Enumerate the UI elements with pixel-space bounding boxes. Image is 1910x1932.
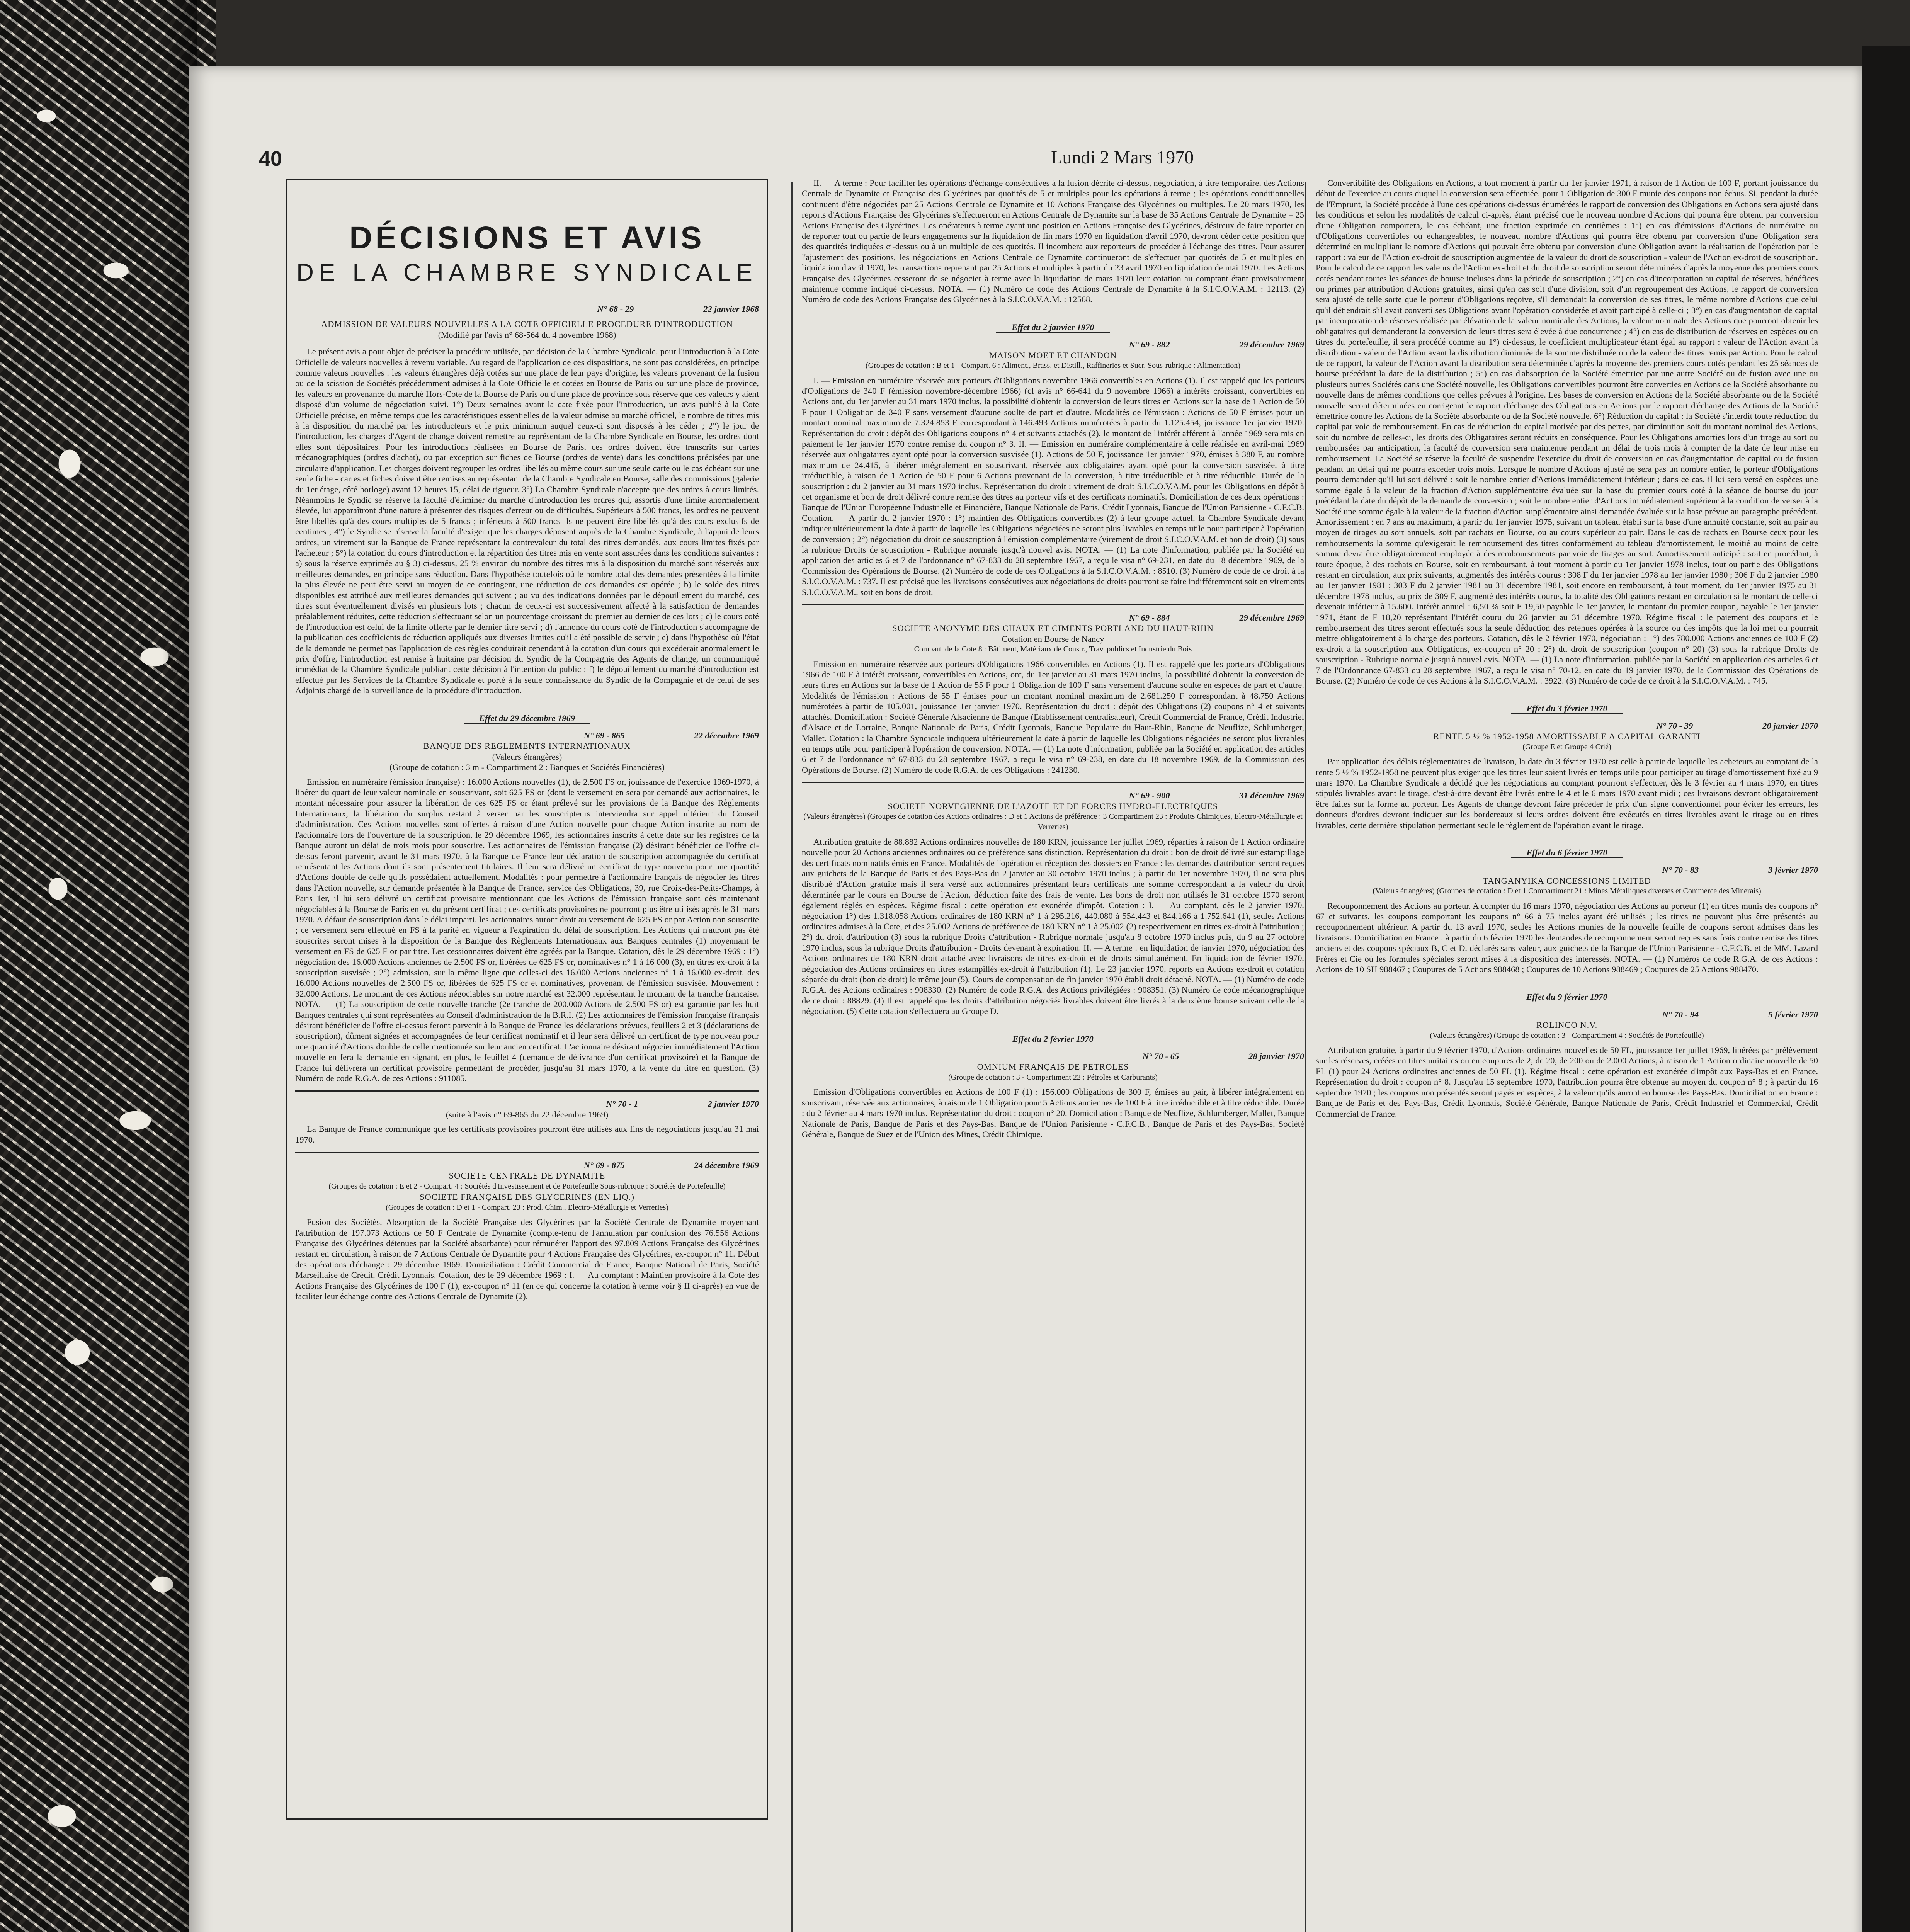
notice-body: Fusion des Sociétés. Absorption de la Société Française des Glycérines par la Société Centrale de Dynamite moyennant l'attribution de 197.073 Actions de 50 F Centrale de Dynamite (compte-tenu de l'annulation par confusion des 76.556 Actions Française des Glycérines détenues par la Société absorbante) pour rémunérer l'apport des 97.809 Actions Française des Glycérines restant en circulation, à raison de 7 Actions Centrale de Dynamite pour 4 Actions Française des Glycérines, ex-coupon n° 11. Début des opérations d'échange : 29 décembre 1969. Domiciliation : Crédit Commercial de France, Banque National de Paris, Société Marseillaise de Crédit, Crédit Lyonnais. Cotation, dès le 29 décembre 1969 : I. — Au comptant : Maintien provisoire à la Cote des Actions Française des Glycérines de 100 F (1), ex-coupon n° 11 (en ce qui concerne la cotation à terme voir § II ci-après) en vue de faciliter leur échange contre des Actions Centrale de Dynamite (2). bbox=[295, 1217, 759, 1301]
page-date: Lundi 2 Mars 1970 bbox=[1051, 147, 1194, 168]
effective-date-heading: Effet du 29 décembre 1969 bbox=[295, 713, 759, 723]
notice-subtitle: Cotation en Bourse de Nancy bbox=[1002, 634, 1104, 644]
notice-body: Le présent avis a pour objet de préciser la procédure utilisée, par décision de la Chambre Syndicale, pour l'introduction à la Cote Officielle de valeurs nouvelles à revenu variable. Au regard de l'application de ces dispositions, ne sont pas considérées, en principe comme valeurs nouvelles : les valeurs étrangères déjà cotées sur une place de leur pays d'origine, les valeurs provenant de la fusion ou de la scission de Sociétés précédemment admises à la Cote Officielle et cotées en Bourse de Paris ou sur une place de province, les valeurs en provenance du marché Hors-Cote de la Bourse de Paris ou d'une place de province sous réserve que ces valeurs y aient disposé d'un volume de négociation suivi. 1°) Deux semaines avant la date fixée pour l'introduction, un avis publié à la Cote Officielle précise, en même temps que les caractéristiques essentielles de la valeur admise au marché officiel, le nombre de titres mis à la disposition du marché par les introducteurs et le prix minimum auquel ceux-ci sont disposés à les céder ; 2°) le jour de l'introduction, les charges d'Agent de change doivent remettre au représentant de la Chambre Syndicale en Bourse, les ordres dont elles sont dépositaires. Pour les introductions réalisées en Bourse de Paris, ces ordres doivent être transcrits sur cartes mécanographiques (ordres d'achat), ou par exception sur fiches de Bourse (ordres de vente) dans les conditions précisées par une circulaire d'application. Les charges doivent regrouper les ordres libellés au même cours sur une seule carte ou le cas échéant sur une seule fiche - cartes et fiches doivent être remises au représentant de la Chambre Syndicale en Bourse, salle des commissions (galerie du 1er étage, côté horloge) avant 12 heures 15, délai de rigueur. 3°) La Chambre Syndicale n'accepte que des ordres à cours limités. Néanmoins le Syndic se réserve la faculté d'éliminer du marché d'introduction les ordres qui, assortis d'une limite anormalement élevée, lui apparaîtront d'une nature à présenter des risques d'erreur ou de difficultés. Supérieurs à 500 francs, les ordres ne peuvent être libellés qu'à des cours multiples de 5 francs ; inférieurs à 500 francs ils ne peuvent être libellés qu'à des cours exclusifs de centimes ; 4°) le Syndic se réserve la faculté d'exiger que les charges déposent auprès de la Chambre Syndicale, à l'appui de leurs ordres, un virement sur la Banque de France représentant la contrevaleur du total des titres demandés, aux cours limites fixés par l'acheteur ; 5°) la cotation du cours d'introduction et la répartition des titres mis en vente sont assurées dans les conditions suivantes : a) sous la réserve exprimée au § 3) ci-dessus, 25 % environ du nombre des titres mis à la disposition du marché sont réservés aux meilleures demandes, en principe sans réduction. Dans l'hypothèse toutefois où le nombre total des demandes présentées à la limite la plus élevée ne peut être servi au moyen de ce contingent, une réduction de ces demandes est opérée ; b) le solde des titres disponibles est attribué aux meilleures demandes qui suivent ; au vu des indications données par le dépouillement du marché, ces titres sont éventuellement divisés en plusieurs lots ; chacun de ceux-ci est successivement affecté à la satisfaction de demandes préalablement réduites, cette réduction s'effectuant selon un pourcentage croissant du premier au dernier de ces lots ; c) le cours coté de l'introduction est celui de la limite offerte par le dernier titre servi ; d) l'annonce du cours coté de l'introduction s'accompagne de la publication des coefficients de réduction appliqués aux diverses limites qu'il a été possible de servir ; e) dans l'hypothèse où l'état de la demande ne permet pas l'application de ces règles conduirait cependant à la cotation d'un cours qui excéderait anormalement le prix d'offre, l'introduction est remise à huitaine par décision du Syndic de la Compagnie des Agents de change, un communiqué immédiat de la Chambre Syndicale publiant cette décision à l'intention du public ; f) le dépouillement du marché d'introduction est effectué par les Services de la Chambre Syndicale et porté à la seule connaissance du Syndic de la Compagnie et de celui de ses Adjoints chargé de la surveillance de la procédure d'introduction. bbox=[295, 347, 759, 696]
notice-date: 22 janvier 1968 bbox=[703, 304, 759, 314]
notice-header bbox=[295, 730, 759, 741]
notice-number: N° 70 - 83 bbox=[1662, 865, 1699, 875]
company-name: BANQUE DES REGLEMENTS INTERNATIONAUX bbox=[423, 741, 631, 751]
notice-subtitle: (suite à l'avis n° 69-865 du 22 décembre 1969) bbox=[446, 1109, 609, 1119]
company-name: ROLINCO N.V. bbox=[1536, 1020, 1598, 1030]
notice-number: N° 70 - 1 bbox=[606, 1099, 638, 1109]
notice-subtitle: (Valeurs étrangères) bbox=[492, 752, 562, 762]
listing-group: (Groupe de cotation : 3 m - Compartiment 2 : Banques et Sociétés Financières) bbox=[389, 762, 665, 772]
notice-header bbox=[802, 339, 1304, 350]
column-2 bbox=[802, 178, 1304, 1932]
notice-body: Emission en numéraire réservée aux porteurs d'Obligations 1966 convertibles en Actions (1). Il est rappelé que les porteurs d'Obligations 1966 de 100 F à intérêt croissant, convertibles en Actions, ont, du 1er janvier au 31 mars 1970 inclus, la possibilité d'obtenir la conversion de leurs titres en Actions sur la base de 1 Action de 55 F pour 1 Obligation de 100 F sans versement d'aucune soulte en espèces de part et d'autre. Modalités de l'émission : Actions de 55 F émises pour un montant nominal maximum de 2.681.250 F correspondant à 48.750 Actions numérotées à partir de 105.001, jouissance 1er janvier 1970. Représentation du droit : dépôt des Obligations (2) coupons n° 4 et suivants attachés. Domiciliation : Société Générale Alsacienne de Banque (Etablissement centralisateur), Crédit Commercial de France, Crédit Industriel d'Alsace et de Lorraine, Banque Nationale de Paris, Crédit Lyonnais, Banque Populaire du Haut-Rhin, Banque de Neuflize, Schlumberger, Mallet. Cotation : la Chambre Syndicale indiquera ultérieurement la date à partir de laquelle les Obligations négociées ne seront plus livrables en temps utile pour participer à l'opération de conversion. NOTA. — (1) La note d'information, publiée par la Société en application des articles 6 et 7 de l'ordonnance n° 67-833 du 28 septembre 1967, a reçu le visa n° 69-238, en date du 18 novembre 1969, de la Commission des Opérations de Bourse. (2) Numéro de code R.G.A. de ces Obligations : 241230. bbox=[802, 659, 1304, 775]
company-name: SOCIETE ANONYME DES CHAUX ET CIMENTS PORTLAND DU HAUT-RHIN bbox=[892, 623, 1214, 633]
notice-number: N° 69 - 884 bbox=[1129, 613, 1170, 623]
notice-number: N° 70 - 65 bbox=[1142, 1051, 1179, 1061]
notice-date: 31 décembre 1969 bbox=[1239, 791, 1304, 801]
notice-header bbox=[802, 1051, 1304, 1061]
separator bbox=[295, 1152, 759, 1153]
notice-number: N° 69 - 875 bbox=[583, 1160, 625, 1170]
notice-number: N° 70 - 39 bbox=[1656, 721, 1693, 731]
company-name: OMNIUM FRANÇAIS DE PETROLES bbox=[977, 1062, 1129, 1072]
separator bbox=[295, 1090, 759, 1092]
notice-date: 20 janvier 1970 bbox=[1762, 721, 1818, 731]
effective-date-heading: Effet du 2 février 1970 bbox=[802, 1034, 1304, 1044]
notice-title: ADMISSION DE VALEURS NOUVELLES A LA COTE OFFICIELLE PROCEDURE D'INTRODUCTION bbox=[321, 319, 733, 329]
notice-date: 2 janvier 1970 bbox=[708, 1099, 759, 1109]
notice-header bbox=[295, 304, 759, 314]
notice-body: Attribution gratuite, à partir du 9 février 1970, d'Actions ordinaires nouvelles de 50 FL, jouissance 1er juillet 1969, libérées par prélèvement sur les réserves, créées en titres unitaires ou en coupures de 2, de 20, de 200 ou de 2.000 Actions, à raison de 1 Action ordinaire nouvelle de 50 FL (1) pour 24 Actions ordinaires anciennes de 50 FL (1). Régime fiscal : cette opération est exonérée d'impôt aux Pays-Bas et en France. Représentation du droit : coupon n° 8. Jusqu'au 15 septembre 1970, l'attribution pourra être obtenue au moyen du coupon n° 8 ; à partir du 16 septembre 1970 ; les coupons non présentés seront payés en espèces, à la valeur qu'ils auront en bourse des Pays-Bas. Domiciliation en France : Banque de Paris et des Pays-Bas, Crédit Lyonnais, Société Générale, Banque Nationale de Paris, Crédit Industriel et Commercial, Crédit Commercial de France. bbox=[1316, 1045, 1818, 1119]
notice-number: N° 69 - 865 bbox=[583, 731, 625, 741]
main-title: DÉCISIONS ET AVIS bbox=[349, 220, 705, 255]
notice-header bbox=[802, 612, 1304, 623]
notice-header bbox=[1316, 721, 1818, 731]
column-1 bbox=[286, 179, 768, 1820]
sub-title: DE LA CHAMBRE SYNDICALE bbox=[296, 259, 758, 286]
notice-body: II. — A terme : Pour faciliter les opérations d'échange consécutives à la fusion décrite ci-dessus, négociation, à titre temporaire, des Actions Centrale de Dynamite et Française des Glycérines par quotités de 5 et multiples pour les opérations à terme ; les opérations conditionnelles continuent d'être négociées par 25 Actions Centrale de Dynamite et 10 Actions Française des Glycérines ou multiples. Le 20 mars 1970, les reports d'Actions Française des Glycérines s'effectueront en Actions Centrale de Dynamite sur la base de 35 Actions Centrale de Dynamite = 25 Actions Française des Glycérines. Les opérateurs à terme ayant une position en Actions Française des Glycérines, désireux de faire reporter en de reporter tout ou partie de leurs engagements sur la liquidation de fin mars 1970 en liquidation d'avril 1970, devront céder cette position que des quantités indiquées ci-dessus ou à un multiple de ces quotités. Il incombera aux reporteurs de procéder à l'échange des titres. Pour assurer l'ajustement des positions, les négociations en Actions Centrale de Dynamite continueront de s'effectuer par quotités de 5 et multiples en liquidation d'avril 1970, les transactions reprenant par 25 Actions et multiples à partir du 23 avril 1970 en liquidation de mai 1970. Les Actions Française des Glycérines cesseront de se négocier à terme avec la liquidation de mars 1970 leur cotation au comptant étant provisoirement maintenue comme indiqué ci-dessus. NOTA. — (1) Numéro de code des Actions Centrale de Dynamite à la S.I.C.O.V.A.M. : 12113. (2) Numéro de code des Actions Française des Glycérines à la S.I.C.O.V.A.M. : 12568. bbox=[802, 178, 1304, 304]
separator bbox=[802, 782, 1304, 783]
notice-body: Recouponnement des Actions au porteur. A compter du 16 mars 1970, négociation des Actions au porteur (1) en titres munis des coupons n° 67 et suivants, les coupons comportant les coupons n° 66 à 75 inclus ayant été utilisés ; les titres ne pouvant plus être présentés au recouponnement ultérieur. A partir du 13 avril 1970, seules les Actions munies de la nouvelle feuille de coupons seront admises dans les livraisons. Domiciliation en France : à partir du 6 février 1970 les demandes de recouponnement seront reçues sans frais contre remise des titres anciens et des coupons spéciaux B, C et D, déclarés sans valeur, aux guichets de la Banque de l'Union Parisienne - C.F.C.B. et de MM. Lazard Frères et Cie où les formules spéciales seront mises à la disposition des intéressés. NOTA. — (1) Numéros de code R.G.A. de ces Actions : Actions de 10 SH 988467 ; Coupures de 5 Actions 988468 ; Coupures de 10 Actions 988469 ; Coupures de 25 Actions 988470. bbox=[1316, 901, 1818, 975]
listing-group: (Groupe E et Groupe 4 Crié) bbox=[1522, 742, 1611, 751]
effective-date-heading: Effet du 9 février 1970 bbox=[1316, 992, 1818, 1002]
separator bbox=[802, 604, 1304, 605]
notice-body: Emission en numéraire (émission française) : 16.000 Actions nouvelles (1), de 2.500 FS or, jouissance de l'exercice 1969-1970, à libérer du quart de leur valeur nominale en souscrivant, soit 625 FS or (dont le versement en sera par demandé aux actionnaires, le montant nécessaire pour assurer la libération de ces 625 FS or étant prélevé sur les provisions de la Banque des Règlements Internationaux, la libération du surplus restant à verser par les souscripteurs interviendra sur appel ultérieur du Conseil d'administration. Ces Actions nouvelles sont offertes à raison d'une Action nouvelle pour chaque Action inscrite au nom de l'actionnaire lors de l'ouverture de la souscription, le 29 décembre 1969, les actionnaires inscrits à cette date sur les registres de la Banque auront un délai de trois mois pour souscrire. Les actionnaires de l'émission française (2) désirant bénéficier de l'offre ci-dessus feront parvenir, avant le 31 mars 1970, à la Banque de France leur déclaration de souscription accompagnée du certificat représentant les Actions dont ils sont présentement titulaires. Il leur sera délivré un certificat de type nouveau pour une quantité d'Actions double de celle qu'ils possédaient actuellement. Modalités : pour permettre à l'actionnaire français de négocier les titres dans l'Action nouvelle, sur demande présentée à la Banque de France, service des Obligations, 39, rue Croix-des-Petits-Champs, à Paris 1er, il lui sera délivré un certificat provisoire mentionnant que les Actions de l'émission française sont dès maintenant négociables à la Bourse de Paris en vu du présent certificat ; ces certificats provisoires ne pourront plus être utilisés après le 31 mars 1970. A défaut de souscription dans le délai imparti, les actionnaires auront droit au versement de 625 FS or par Action non souscrite ; ce versement sera effectué en FS à la parité en vigueur à l'expiration du délai de souscription. Les Actions qui n'auront pas été souscrites seront mises à la disposition de la Banque des Règlements Internationaux aux Banques centrales (1) moyennant le versement en FS de 625 F or par titre. Les cessionnaires doivent être agréés par la Banque. Cotation, dès le 29 décembre 1969 : 1°) négociation des 16.000 Actions anciennes de 2.500 FS or, libérées de 625 FS or, nominatives n° 1 à 16 000 (3), en titres ex-droit à la souscription susvisée ; 2°) admission, sur la même ligne que celles-ci des 16.000 Actions anciennes n° 1 à 16.000 ex-droit, des 16.000 Actions nouvelles de 2.500 FS or, libérées de 625 FS or et nominatives, provenant de l'émission susvisée. Mouvement : 32.000 Actions. Le montant de ces Actions négociables sur notre marché est 32.000 représentant le montant de la tranche française. NOTA. — (1) La souscription de cette nouvelle tranche (2e tranche de 200.000 Actions de 2.500 FS or) est garantie par les huit Banques centrales qui sont représentées au Conseil d'administration de la B.R.I. (2) Les actionnaires de l'émission française (français désirant bénéficier de l'offre ci-dessus feront parvenir à la Banque de France les déclarations prévues, feuillets 2 et 3 (déclarations de souscription), dûment signées et accompagnées de leur certificat nominatif et il leur sera délivré un certificat de type nouveau pour une quantité d'Actions double de celle mentionnée sur leur ancien certificat. L'actionnaire désirant négocier immédiatement l'Action nouvelle en fera la demande en signant, en plus, le feuillet 4 (demande de délivrance d'un certificat provisoire) et la Banque de France lui délivrera un certificat provisoire permettant de procéder, jusqu'au 31 mars 1970, à la vente du titre en question. (3) Numéro de code R.G.A. de ces Actions : 911085. bbox=[295, 777, 759, 1083]
page-header bbox=[259, 147, 1862, 174]
notice-date: 29 décembre 1969 bbox=[1239, 340, 1304, 350]
company-name: MAISON MOET ET CHANDON bbox=[989, 350, 1117, 360]
company-name: RENTE 5 ½ % 1952-1958 AMORTISSABLE A CAPITAL GARANTI bbox=[1433, 731, 1701, 742]
notice-header bbox=[1316, 865, 1818, 875]
listing-group: (Valeurs étrangères) (Groupes de cotation : D et 1 Compartiment 21 : Mines Métalliques diverses et Commerce des Minerais) bbox=[1373, 887, 1761, 896]
notice-header bbox=[802, 790, 1304, 801]
notice-body: Attribution gratuite de 88.882 Actions ordinaires nouvelles de 180 KRN, jouissance 1er juillet 1969, réparties à raison de 1 Action ordinaire nouvelle pour 20 Actions anciennes ordinaires ou de préférence sans distinction. Représentation du droit : bon de droit délivré sur estampillage des certificats nominatifs émis en France. Modalités de l'opération et réception des dossiers en France : les demandes d'attribution seront reçues aux guichets de la Banque de Paris et des Pays-Bas du 2 janvier au 30 octobre 1970 inclus ; à partir du 1er novembre 1970, il ne sera plus distribué d'Action gratuite mais il sera versé aux actionnaires présentant leurs certificats une somme correspondant à la valeur du droit déterminée par le cours en Bourse de l'Action, déduction faite des frais de vente. Les bons de droit non utilisés le 31 octobre 1970 seront également réglés en espèces. Régime fiscal : cette opération est exonérée d'impôt. Cotation : I. — Au comptant, dès le 2 janvier 1970, négociation 1°) des 1.318.058 Actions ordinaires de 180 KRN n° 1 à 295.216, 440.080 à 554.443 et 844.166 à 1.752.641 (1), seules Actions ordinaires admises à la Cote, et des 25.002 Actions de préférence de 180 KRN n° 1 à 25.002 (2) respectivement en titres ex-droit à l'attribution ; 2°) du droit d'attribution (3) sous la rubrique Droits d'attribution - Rubrique normale jusqu'au 8 octobre 1970 inclus puis, du 9 au 27 octobre 1970 inclus, sous la rubrique Droits d'attribution - Droits devenant à expiration. II. — A terme : en liquidation de janvier 1970, négociation des Actions ordinaires de 180 KRN droit attaché avec livraisons de titres ex-droit et de droits simultanément. En liquidation de février 1970, négociation des Actions ordinaires en titres estampillés ex-droit à l'attribution (1). Le 23 janvier 1970, reports en Actions ex-droit et cotation séparée du droit (bon de droit) le même jour (5). Cours de compensation de fin janvier 1970 établi droit détaché. NOTA. — (1) Numéro de code R.G.A. des Actions ordinaires : 908330. (2) Numéro de code R.G.A. des Actions privilégiées : 908351. (3) Numéro de code mécanographique de ce droit : 88829. (4) Il est rappelé que les droits d'attribution négociés livrables doivent être livrés à la deuxième bourse suivant celle de la négociation. (5) Cette cotation s'effectuera au Groupe D. bbox=[802, 837, 1304, 1016]
column-3 bbox=[1316, 178, 1818, 1932]
notice-date: 5 février 1970 bbox=[1768, 1009, 1818, 1019]
notice-body: La Banque de France communique que les certificats provisoires pourront être utilisés aux fins de négociations jusqu'au 31 mai 1970. bbox=[295, 1124, 759, 1145]
notice-number: N° 69 - 900 bbox=[1129, 791, 1170, 801]
company-name: SOCIETE NORVEGIENNE DE L'AZOTE ET DE FORCES HYDRO-ELECTRIQUES bbox=[888, 801, 1218, 811]
notice-body: Par application des délais réglementaires de livraison, la date du 3 février 1970 est celle à partir de laquelle les acheteurs au comptant de la rente 5 ½ % 1952-1958 ne peuvent plus exiger que les titres leur soient livrés en temps utile pour participer au tirage d'amortissement fixé au 9 mars 1970. La Chambre Syndicale a décidé que les négociations au comptant pourront s'effectuer, dès le 3 février au 4 mars 1970, en titres stipulés livrables avant le tirage, c'est-à-dire devant être livrés entre le 4 et le 6 mars 1970 avant midi ; ces livraisons devront obligatoirement être faites sur la forme au porteur. Les Agents de change devront faire précéder le prix d'un signe conventionnel pour éviter les erreurs, les donneurs d'ordres devront indiquer sur les bordereaux si leurs ordres doivent être exécutés en titres livrables avant le tirage ou en titres livrables, cette dernière stipulation permettant seule le règlement de l'opération avant le tirage. bbox=[1316, 757, 1818, 830]
listing-group: (Valeurs étrangères) (Groupes de cotation des Actions ordinaires : D et 1 Actions de préférence : 3 Compartiment 23 : Produits Chimiques, Electro-Métallurgie et Verreries) bbox=[803, 812, 1303, 832]
notice-body: I. — Emission en numéraire réservée aux porteurs d'Obligations novembre 1966 convertibles en Actions (1). Il est rappelé que les porteurs d'Obligations de 340 F (émission novembre-décembre 1966) (cf avis n° 66-641 du 9 novembre 1966) à intérêts croissant, convertibles en Actions ont, du 1er janvier au 31 mars 1970 inclus, la possibilité d'obtenir la conversion de leurs titres en Actions sur la base de 1 Action de 50 F pour 1 Obligation de 340 F sans versement d'aucune soulte de part et d'autre. Modalités de l'émission : Actions de 50 F émises pour un montant nominal maximum de 7.324.853 F correspondant à 146.493 Actions numérotées à partir du 1.125.454, jouissance 1er janvier 1970. Représentation du droit : dépôt des Obligations coupons n° 4 et suivants attachés (2), le montant de l'intérêt afférent à l'année 1969 sera mis en paiement le 1er janvier 1970 contre remise du coupon n° 3. II. — Emission en numéraire complémentaire à celle réalisée en avril-mai 1969 réservée aux obligataires ayant opté pour la conversion susvisée (1). Actions de 50 F, jouissance 1er janvier 1970, émises à 380 F, au nombre maximum de 24.415, à libérer intégralement en souscrivant, réservée aux obligataires ayant opté pour la conversion susvisée, à titre irréductible, à raison de 1 Action de 50 F pour 6 Actions provenant de la conversion, à titre irréductible et à titre réductible. Durée de la souscription : du 2 janvier au 31 mars 1970 inclus. Représentation du droit : virement de droit S.I.C.O.V.A.M. pour les Obligations en dépôt à cet organisme et bon de droit délivré contre remise des titres au porteur vifs et des certificats nominatifs. Domiciliation de ces deux opérations : Banque de l'Union Européenne Industrielle et Financière, Banque Nationale de Paris, Crédit Lyonnais, Banque de l'Union Parisienne - C.F.C.B. Cotation. — A partir du 2 janvier 1970 : 1°) maintien des Obligations convertibles (2) à leur groupe actuel, la Chambre Syndicale devant indiquer ultérieurement la date à partir de laquelle les Obligations négociées ne seront plus livrables en temps utile pour participer à l'opération de conversion ; 2°) négociation du droit de souscription à l'émission complémentaire (virement de droit S.I.C.O.V.A.M. et bon de droit) (3) sous la rubrique Droits de souscription - Rubrique normale jusqu'à nouvel avis. NOTA. — (1) La note d'information, publiée par la Société en application des articles 6 et 7 de l'ordonnance n° 67-833 du 28 septembre 1967, a reçu le visa n° 69-231, en date du 18 décembre 1969, de la Commission des Opérations de Bourse. (2) Numéro de code de ces Obligations à la S.I.C.O.V.A.M. : 8510. (3) Numéro de code de ce droit à la S.I.C.O.V.A.M. : 737. Il est précisé que les livraisons consécutives aux négociations de droits pourront se faire indifféremment soit en virements S.I.C.O.V.A.M., soit en bons de droit. bbox=[802, 375, 1304, 597]
listing-group: Compart. de la Cote 8 : Bâtiment, Matériaux de Constr., Trav. publics et Industrie du Bois bbox=[914, 645, 1192, 654]
listing-group: (Groupes de cotation : E et 2 - Compart. 4 : Sociétés d'Investissement et de Portefeuille Sous-rubrique : Sociétés de Portefeuille) bbox=[328, 1182, 726, 1190]
company-name: SOCIETE FRANÇAISE DES GLYCERINES (EN LIQ.) bbox=[420, 1192, 634, 1202]
notice-subtitle: (Modifié par l'avis n° 68-564 du 4 novembre 1968) bbox=[438, 330, 616, 340]
listing-group: (Groupes de cotation : B et 1 - Compart. 6 : Aliment., Brass. et Distill., Raffineries et Sucr. Sous-rubrique : Alimentation) bbox=[865, 361, 1241, 370]
notice-date: 28 janvier 1970 bbox=[1248, 1051, 1304, 1061]
notice-date: 3 février 1970 bbox=[1768, 865, 1818, 875]
listing-group: (Valeurs étrangères) (Groupe de cotation : 3 - Compartiment 4 : Sociétés de Portefeuille) bbox=[1430, 1031, 1704, 1040]
notice-body: Emission d'Obligations convertibles en Actions de 100 F (1) : 156.000 Obligations de 300 F, émises au pair, à libérer intégralement en souscrivant, réservée aux actionnaires, à raison de 1 Obligation pour 5 Actions anciennes de 100 F à titre irréductible et à titre réductible. Durée : du 2 février au 4 mars 1970 inclus. Représentation du droit : coupon n° 20. Domiciliation : Banque de Neuflize, Schlumberger, Mallet, Banque Nationale de Paris, Banque de Paris et des Pays-Bas, Banque de l'Union Parisienne - C.F.C.B., Banque de Paris et des Pays-Bas, Société Générale, Banque de Suez et de l'Union des Mines, Crédit Chimique. bbox=[802, 1087, 1304, 1139]
effective-date-heading: Effet du 2 janvier 1970 bbox=[802, 322, 1304, 332]
notice-number: N° 69 - 882 bbox=[1129, 340, 1170, 350]
notice-date: 24 décembre 1969 bbox=[694, 1160, 759, 1170]
column-rule bbox=[1305, 182, 1306, 1932]
company-name: TANGANYIKA CONCESSIONS LIMITED bbox=[1483, 876, 1651, 886]
column-rule bbox=[791, 182, 793, 1932]
page-edge bbox=[1862, 46, 1910, 1932]
listing-group: (Groupes de cotation : D et 1 - Compart. 23 : Prod. Chim., Electro-Métallurgie et Verreries) bbox=[386, 1203, 668, 1212]
company-name: SOCIETE CENTRALE DE DYNAMITE bbox=[449, 1171, 605, 1181]
notice-date: 29 décembre 1969 bbox=[1239, 613, 1304, 623]
page-number: 40 bbox=[259, 147, 282, 170]
notice-header bbox=[295, 1099, 759, 1109]
notice-number: N° 70 - 94 bbox=[1662, 1009, 1699, 1019]
effective-date-heading: Effet du 3 février 1970 bbox=[1316, 703, 1818, 714]
notice-number: N° 68 - 29 bbox=[597, 304, 634, 314]
notice-date: 22 décembre 1969 bbox=[694, 731, 759, 741]
notice-header bbox=[1316, 1009, 1818, 1020]
notice-body: Convertibilité des Obligations en Actions, à tout moment à partir du 1er janvier 1971, à raison de 1 Action de 100 F, portant jouissance du début de l'exercice au cours duquel la conversion sera effectuée, pour 1 Obligation de 300 F munie des coupons non échus. Si, pendant la durée de l'Emprunt, la Société procède à l'une des opérations ci-dessus énumérées le rapport de conversion des Obligations en Actions sera ajusté dans les conditions et selon les modalités de calcul ci-après, étant précisé que le nouveau nombre d'Actions qui pourra être obtenu par conversion d'une Obligation comportera, le cas échéant, une fraction exprimée en centièmes : 1°) en cas d'émissions d'Actions de numéraire ou d'Obligations convertibles ou échangeables, le nouveau nombre d'Actions qui pourra être obtenu par conversion d'une Obligation sera déterminé en multipliant le nombre d'Actions qui pouvait être obtenu par conversion d'une Obligation avant la réalisation de l'opération par le rapport : valeur de l'Action ex-droit de souscription augmentée de la valeur du droit de souscription - valeur de l'Action ex-droit de souscription. Pour le calcul de ce rapport les valeurs de l'Action ex-droit et du droit de souscription seront déterminées d'après la moyenne des premiers cours cotés pendant toutes les séances de bourse incluses dans la période de souscription ; 2°) en cas d'incorporation au capital de réserves, bénéfices ou primes par attribution d'Actions gratuites, ainsi qu'en cas soit d'une division, soit d'un regroupement des Actions, le rapport de conversion sera ajusté de telle sorte que le porteur d'Obligations reçoive, s'il demandait la conversion de ses titres, le même nombre d'Actions que celui qu'il détiendrait s'il avait converti ses Obligations avant l'opération considérée et avait participé à celle-ci ; 3°) en cas d'augmentation de capital par incorporation de réserves réalisée par élévation de la valeur nominale des Actions, la valeur nominale des Actions que pourront obtenir les obligataires qui demanderont la conversion de leurs titres sera élevée à due concurrence ; 4°) en cas de distribution de réserves en espèces ou en titres du portefeuille, il sera procédé comme au 1°) ci-dessus, le coefficient multiplicateur étant égal au rapport : valeur de l'Action avant la distribution - valeur de l'Action avant la distribution diminuée de la somme distribuée ou de la valeur des titres remis par Action. Pour le calcul de ce rapport, la valeur de l'Action avant la distribution sera déterminée d'après la moyenne des premiers cours cotés pendant les 25 séances de bourse précédant la date de la distribution ; 5°) en cas d'absorption de la Société émettrice par une autre Société ou de fusion avec une ou plusieurs autres Sociétés dans une Société nouvelle, les Obligations convertibles pourront être converties en Actions de la Société absorbante ou nouvelle dans de mêmes conditions que celles prévues à l'origine. Les bases de conversion en Actions de la Société absorbante ou de la Société nouvelle seront déterminées en corrigeant le rapport d'échange des Obligations en Actions par le rapport d'échange des Actions de la Société émettrice contre les Actions de la Société absorbante ou de la Société nouvelle. 6°) Réduction du capital : la Société s'interdit toute réduction du capital par voie de remboursement. En cas de réduction du capital motivée par des pertes, par diminution soit du montant nominal des Actions, soit du nombre de celles-ci, les droits des Obligataires seront réduits en conséquence. Pour les Obligations amorties lors d'un tirage au sort ou remboursées par anticipation, la faculté de conversion sera maintenue pendant un délai de trois mois à compter de la date de leur mise en remboursement. La Société se réserve la faculté de suspendre l'exercice du droit de conversion en cas d'augmentation de capital ou de fusion pendant un délai qui ne pourra excéder trois mois. Lorsque le nombre d'Actions ajusté ne sera pas un nombre entier, le porteur d'Obligations pourra demander qu'il lui soit délivré : soit le nombre entier d'Actions immédiatement inférieur ; dans ce cas, il lui sera versé en espèces une somme égale à la valeur de la fraction d'Action supplémentaire évaluée sur la base du premier cours coté à la séance de bourse du jour précédant la date du dépôt de la demande de conversion ; soit le nombre entier d'Actions immédiatement supérieur à la condition de verser à la Société une somme égale à la valeur de la fraction d'Action supplémentaire ainsi demandée évaluée sur la base prévue au paragraphe précédent. Amortissement : en 7 ans au maximum, à partir du 1er janvier 1975, suivant un tableau établi sur la base d'une annuité constante, soit au pair au moyen de tirages au sort annuels, soit par rachats en Bourse, ou au cours supérieur au pair. Dans le cas de rachats en Bourse ceux pour les remboursements la somme qu'exigerait le remboursement des titres conformément au tableau d'amortissement, le moitié au moins de cette somme devra être obligatoirement employée à des remboursements par voie de tirages au sort. Amortissement anticipé : soit en procédant, à toute époque, à des rachats en Bourse, soit en remboursant, à tout moment à partir du 1er janvier 1978 inclus, tout ou partie des Obligations restant en circulation, aux prix suivants, augmentés des intérêts courus : 308 F du 1er janvier 1978 au 1er janvier 1980 ; 306 F du 2 janvier 1980 au 1er janvier 1981 ; 303 F du 2 janvier 1981 au 31 décembre 1981, soit encore en remboursant, à tout moment, du 1er janvier 1975 au 31 décembre 1978 inclus, au prix de 309 F, augmenté des intérêts courus, la totalité des Obligations restant en circulation si le montant de celle-ci devenait inférieur à 15.600. Intérêt annuel : 6,50 % soit F 19,50 payable le 1er janvier, le montant du premier coupon, payable le 1er janvier 1971, étant de F 18,20 représentant l'intérêt couru du 26 janvier au 31 décembre 1970. Régime fiscal : le paiement des coupons et le remboursement des titres seront effectués sous la seule déduction des retenues opérées à la source ou des impôts que la loi met ou pourrait mettre obligatoirement à la charge des porteurs. Cotation, dès le 2 février 1970, négociation : 1°) des 780.000 Actions anciennes de 100 F (2) ex-droit à la souscription aux Obligations, ex-coupon n° 20 ; 2°) du droit de souscription (coupon n° 20) (3) sous la rubrique Droits de souscription - Rubrique normale jusqu'à nouvel avis. NOTA. — (1) La note d'information, publiée par la Société en application des articles 6 et 7 de l'Ordonnance 67-833 du 28 septembre 1967, a reçu le visa n° 70-12, en date du 19 janvier 1970, de la Commission des Opérations de Bourse. (2) Numéro de code de ces Actions à la S.I.C.O.V.A.M. : 3922. (3) Numéro de code de ce droit à la S.I.C.O.V.A.M. : 745. bbox=[1316, 178, 1818, 686]
notice-header bbox=[295, 1160, 759, 1170]
effective-date-heading: Effet du 6 février 1970 bbox=[1316, 847, 1818, 858]
gazette-page bbox=[189, 66, 1862, 1932]
listing-group: (Groupe de cotation : 3 - Compartiment 22 : Pétroles et Carburants) bbox=[948, 1073, 1158, 1082]
